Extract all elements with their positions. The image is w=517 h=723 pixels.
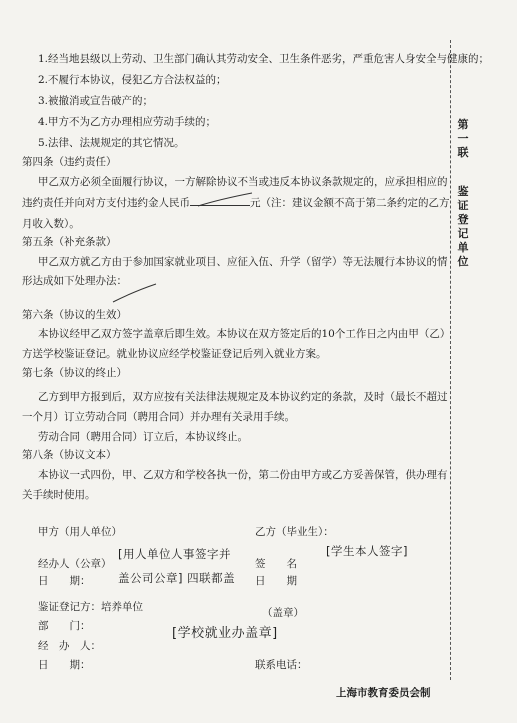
handler-label: 经办人（公章） xyxy=(38,558,112,570)
article6-text-1: 本协议经甲乙双方签字盖章后即生效。本协议在双方签定后的10个工作日之内由甲（乙） xyxy=(38,328,451,340)
article8-text-1: 本协议一式四份，甲、乙双方和学校各执一份，第二份由甲方或乙方妥善保管，供办理有 xyxy=(38,469,448,481)
date-b-label: 日 期 xyxy=(255,575,297,587)
phone-label: 联系电话： xyxy=(255,659,308,671)
article7-text-1: 乙方到甲方报到后，双方应按有关法律法规规定及本协议约定的条款，及时（最长不超过 xyxy=(38,391,448,403)
handwriting-student: [学生本人签字] xyxy=(326,544,408,558)
article4-text-2: 违约责任并向对方支付违约金人民币 元（注：建议金额不高于第二条约定的乙方 xyxy=(22,197,450,209)
amount-strike-mark xyxy=(196,190,256,210)
handwriting-school: [学校就业办盖章] xyxy=(172,626,278,641)
clause-2: 2.不履行本协议，侵犯乙方合法权益的； xyxy=(38,74,227,86)
article6-text-2: 方送学校鉴证登记。就业协议应经学校鉴证登记后列入就业方案。 xyxy=(22,348,327,360)
supplement-strike-mark xyxy=(110,282,160,306)
article7-title: 第七条（协议的终止） xyxy=(22,367,127,379)
date-label: 日 期： xyxy=(38,575,91,587)
article5-title: 第五条（补充条款） xyxy=(22,236,117,248)
clause-4: 4.甲方不为乙方办理相应劳动手续的； xyxy=(38,116,217,128)
article8-text-2: 关手续时使用。 xyxy=(22,489,96,501)
article4-title: 第四条（违约责任） xyxy=(22,156,117,168)
handwriting-employer-2: 盖公司公章] 四联都盖 xyxy=(118,571,236,585)
registrar-label: 鉴证登记方：培养单位 xyxy=(38,601,143,613)
article5-text-2: 形达成如下处理办法： xyxy=(22,275,127,287)
party-b-label: 乙方（毕业生）： xyxy=(255,526,334,538)
article6-title: 第六条（协议的生效） xyxy=(22,309,127,321)
issuer-label: 上海市教育委员会制 xyxy=(336,687,431,699)
date2-label: 日 期： xyxy=(38,659,91,671)
sign-label: 签 名 xyxy=(255,558,297,570)
handler2-label: 经 办 人： xyxy=(38,640,101,652)
article8-title: 第八条（协议文本） xyxy=(22,449,117,461)
article7-text-2: 一个月）订立劳动合同（聘用合同）并办理有关录用手续。 xyxy=(22,411,295,423)
copy-number-label: 第一联 xyxy=(457,118,469,159)
article4-text-1: 甲乙双方必须全面履行协议，一方解除协议不当或违反本协议条款规定的，应承担相应的 xyxy=(38,176,448,188)
clause-3: 3.被撤消或宣告破产的； xyxy=(38,95,154,107)
article4-text-3: 月收入数）。 xyxy=(22,218,80,230)
article5-text-1: 甲乙双方就乙方由于参加国家就业项目、应征入伍、升学（留学）等无法履行本协议的情 xyxy=(38,256,448,268)
cut-line xyxy=(450,40,451,680)
article7-text-3: 劳动合同（聘用合同）订立后，本协议终止。 xyxy=(38,431,248,443)
clause-1: 1.经当地县级以上劳动、卫生部门确认其劳动安全、卫生条件恶劣，严重危害人身安全与健康的； xyxy=(38,53,490,65)
clause-5: 5.法律、法规规定的其它情况。 xyxy=(38,137,185,149)
seal-label: （盖章） xyxy=(262,607,304,619)
party-a-label: 甲方（用人单位） xyxy=(38,526,122,538)
copy-unit-label: 鉴证登记单位 xyxy=(457,185,469,268)
handwriting-employer-1: [用人单位人事签字并 xyxy=(118,547,231,561)
dept-label: 部 门： xyxy=(38,620,91,632)
